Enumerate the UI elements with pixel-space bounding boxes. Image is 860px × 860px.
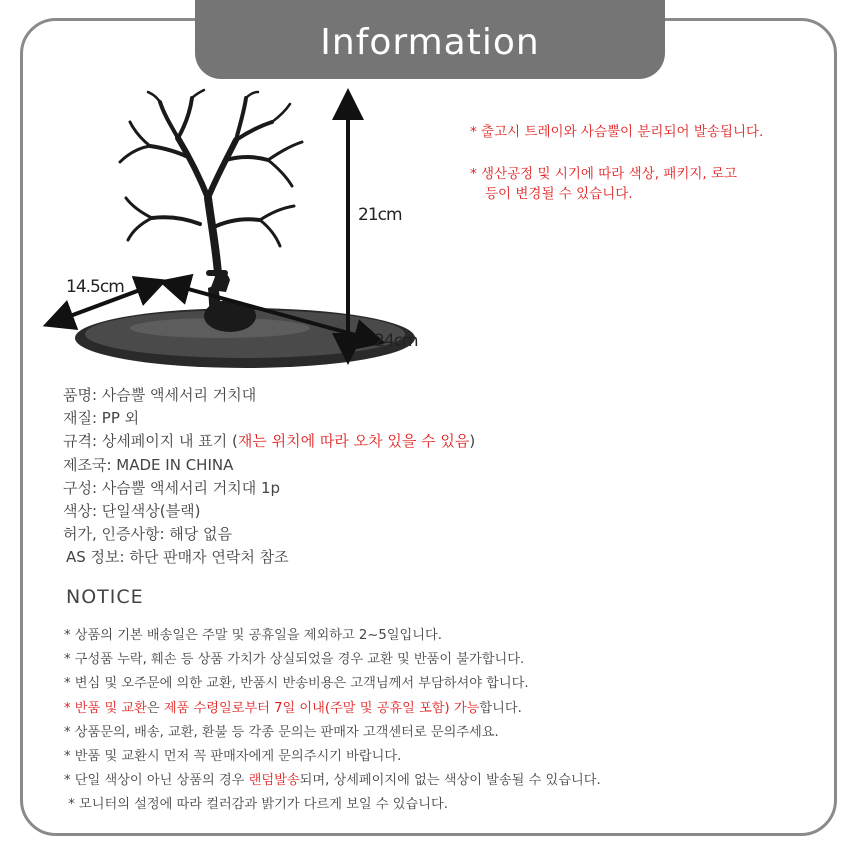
notice-item-random: * 단일 색상이 아닌 상품의 경우 랜덤발송되며, 상세페이지에 없는 색상이 발송될 수 있습니다. [64,773,601,789]
spec-list [63,384,823,570]
product-figure [40,88,440,378]
antler-branches [120,90,302,274]
spec-name: 품명: 사슴뿔 액세서리 거치대 [63,386,257,404]
notice-item: * 구성품 누락, 훼손 등 상품 가치가 상실되었을 경우 교환 및 반품이 불가합니다. [64,652,525,668]
notice-list [64,624,834,818]
note-item: * 출고시 트레이와 사슴뿔이 분리되어 발송됩니다. [470,124,764,140]
title-tab [195,0,665,79]
notice-item: * 반품 및 교환시 먼저 꼭 판매자에게 문의주시기 바랍니다. [64,749,402,765]
spec-components: 구성: 사슴뿔 액세서리 거치대 1p [63,478,281,497]
spec-origin: 제조국: MADE IN CHINA [63,455,234,474]
spec-size: 규격: 상세페이지 내 표기 (재는 위치에 따라 오차 있을 수 있음) [63,432,476,451]
notice-item-monitor: * 모니터의 설정에 따라 컬러감과 밝기가 다르게 보일 수 있습니다. [64,797,448,813]
spec-as-info: AS 정보: 하단 판매자 연락처 참조 [66,548,289,567]
spec-color: 색상: 단일색상(블랙) [63,502,201,521]
notice-item: * 상품의 기본 배송일은 주말 및 공휴일을 제외하고 2~5일입니다. [64,628,442,643]
height-label: 21cm [358,205,402,225]
page-title: Information [320,22,540,63]
shipping-notes [470,122,830,217]
spec-material: 재질: PP 외 [63,409,140,428]
notice-heading: NOTICE [66,586,144,608]
depth-label: 14.5cm [66,277,124,297]
notice-item: * 변심 및 오주문에 의한 교환, 반품시 반송비용은 고객님께서 부담하셔야 합니다. [64,676,529,692]
spec-certification: 허가, 인증사항: 해당 없음 [63,525,233,544]
notice-item: * 상품문의, 배송, 교환, 환불 등 각종 문의는 판매자 고객센터로 문의주세요. [64,724,499,740]
note-item: * 생산공정 및 시기에 따라 색상, 패키지, 로고 등이 변경될 수 있습니다. [470,166,738,202]
width-label: 24cm [374,331,418,351]
notice-item-return: * 반품 및 교환은 제품 수령일로부터 7일 이내(주말 및 공휴일 포함) 가능합니다. [64,700,522,716]
